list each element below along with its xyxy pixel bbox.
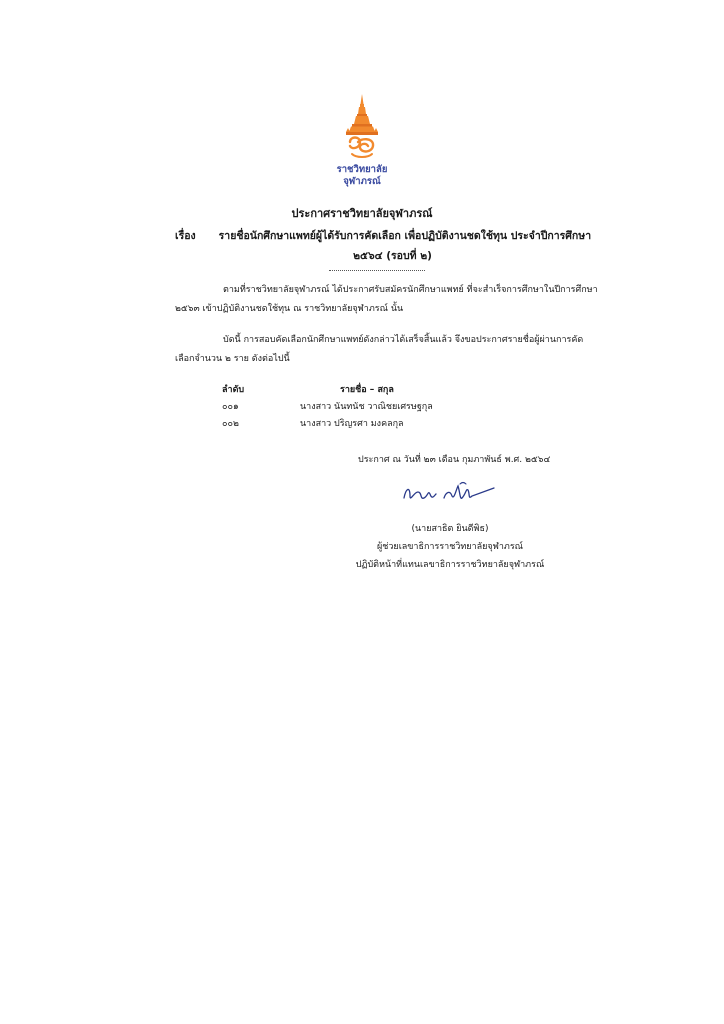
table-row — [222, 399, 522, 416]
signatory-block — [320, 520, 580, 574]
subject-label: เรื่อง — [175, 230, 196, 242]
row-number: ๐๐๒ — [222, 419, 239, 429]
subject-block — [175, 226, 620, 266]
announcement-date: ประกาศ ณ วันที่ ๒๓ เดือน กุมภาพันธ์ พ.ศ. ๒๕๖๔ — [358, 455, 551, 465]
logo-line-2: จุฬาภรณ์ — [343, 176, 381, 187]
college-logo — [317, 92, 407, 188]
signature-icon — [400, 478, 500, 508]
paragraph-1 — [175, 281, 615, 319]
subject-line-1 — [175, 226, 620, 246]
handwritten-signature — [400, 478, 500, 512]
logo-line-1: ราชวิทยาลัย — [336, 164, 388, 175]
paragraph-2-line-1: บัดนี้ การสอบคัดเลือกนักศึกษาแพทย์ดังกล่าวได้เสร็จสิ้นแล้ว จึงขอประกาศรายชื่อผู้ผ่านการคัด — [223, 335, 584, 345]
paragraph-1-line-1: ตามที่ราชวิทยาลัยจุฬาภรณ์ ได้ประกาศรับสมัครนักศึกษาแพทย์ ที่จะสำเร็จการศึกษาในปีการศึกษา — [223, 285, 598, 295]
row-name: นางสาว นันทนัช วาณิชยเศรษฐกุล — [300, 402, 433, 412]
dotted-divider — [329, 270, 425, 271]
subject-text: รายชื่อนักศึกษาแพทย์ผู้ได้รับการคัดเลือก เพื่อปฏิบัติงานชดใช้ทุน ประจำปีการศึกษา — [218, 230, 592, 242]
crown-emblem-icon — [332, 92, 392, 164]
paragraph-1-line-2: ๒๕๖๓ เข้าปฏิบัติงานชดใช้ทุน ณ ราชวิทยาลัยจุฬาภรณ์ นั้น — [175, 304, 404, 314]
table-row — [222, 416, 522, 433]
table-header — [222, 382, 522, 399]
row-number: ๐๐๑ — [222, 402, 239, 412]
header-name: รายชื่อ – สกุล — [340, 385, 394, 395]
document-title: ประกาศราชวิทยาลัยจุฬาภรณ์ — [291, 207, 433, 220]
signatory-position-2: ปฏิบัติหน้าที่แทนเลขาธิการราชวิทยาลัยจุฬาภรณ์ — [355, 560, 545, 570]
signatory-name: (นายสาธิต ยินดีพิธ) — [411, 524, 489, 534]
row-name: นางสาว ปริญรศา มงคลกุล — [300, 419, 404, 429]
header-order: ลำดับ — [222, 385, 245, 395]
paragraph-2 — [175, 331, 615, 369]
subject-line-2: ๒๕๖๔ (รอบที่ ๒) — [353, 250, 432, 262]
paragraph-2-line-2: เลือกจำนวน ๒ ราย ดังต่อไปนี้ — [175, 354, 290, 364]
signatory-position-1: ผู้ช่วยเลขาธิการราชวิทยาลัยจุฬาภรณ์ — [376, 542, 524, 552]
candidate-table — [222, 382, 522, 433]
